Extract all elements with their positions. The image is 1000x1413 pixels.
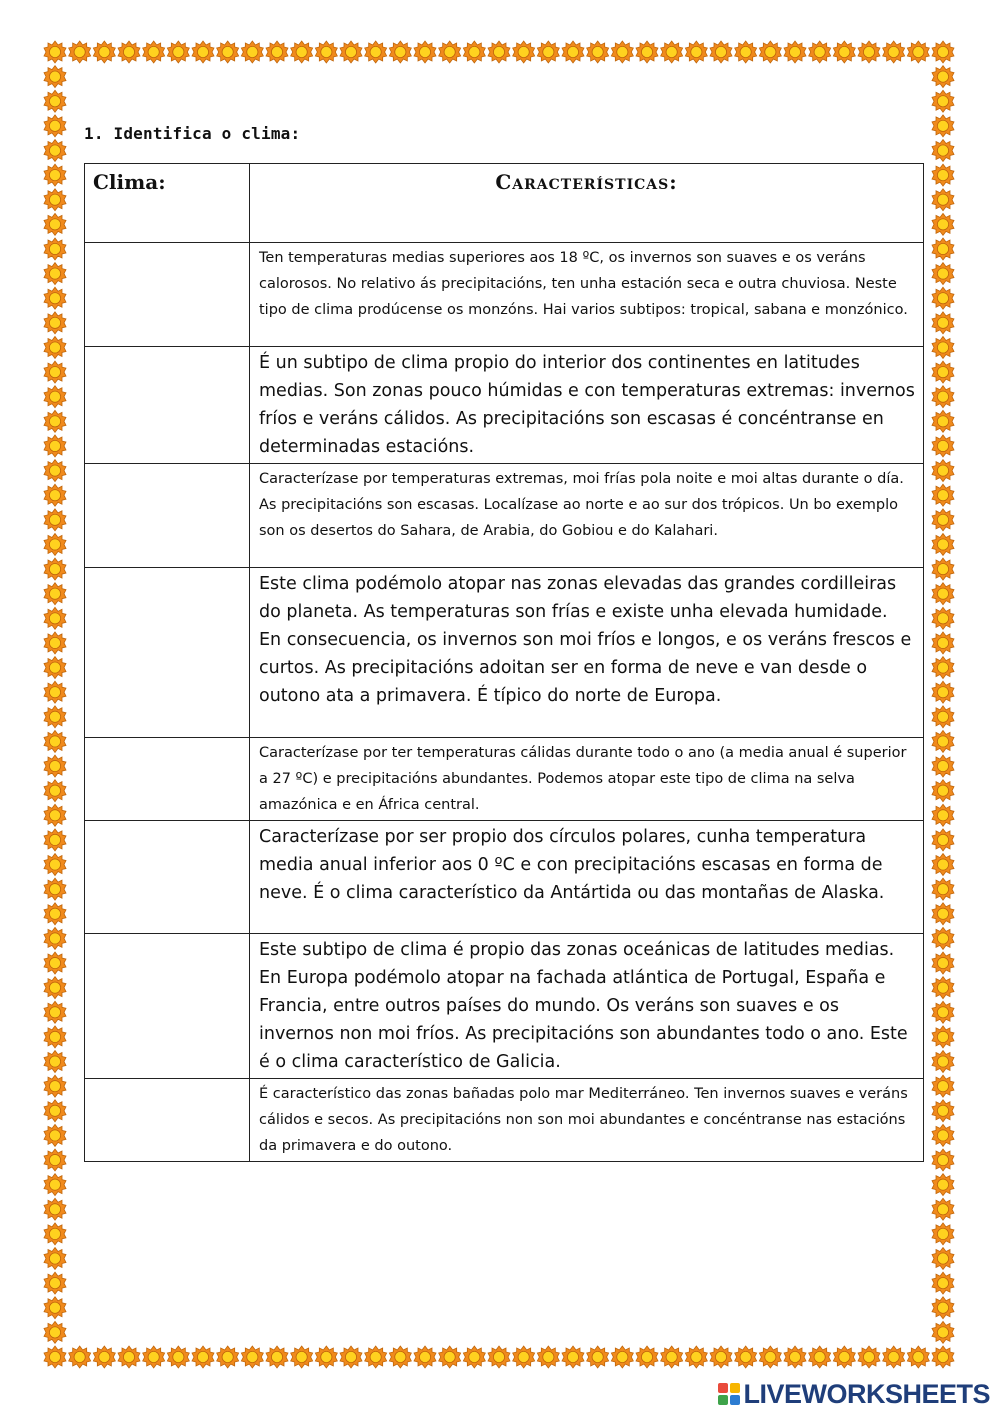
- sun-icon: [636, 41, 658, 63]
- sun-icon: [266, 1346, 288, 1368]
- sun-icon: [562, 41, 584, 63]
- sun-icon: [241, 41, 263, 63]
- sun-icon: [932, 730, 954, 752]
- header-caracteristicas: Características:: [250, 164, 924, 243]
- liveworksheets-logo: [718, 1379, 990, 1409]
- sun-icon: [932, 1346, 954, 1368]
- sun-icon: [44, 509, 66, 531]
- sun-icon: [414, 41, 436, 63]
- header-clima: Clima:: [85, 164, 250, 243]
- sun-icon: [932, 509, 954, 531]
- sun-icon: [932, 115, 954, 137]
- sun-icon: [44, 730, 66, 752]
- table-row: [85, 738, 924, 821]
- sun-icon: [44, 312, 66, 334]
- sun-icon: [883, 1346, 905, 1368]
- sun-icon: [685, 1346, 707, 1368]
- sun-icon: [44, 854, 66, 876]
- description-cell-1: Ten temperaturas medias superiores aos 18 ºC, os invernos son suaves e os veráns calorosos. No relativo ás precipitacións, ten unha estación seca e outra chuviosa. Neste tipo de clima prodúcense os monzóns. Hai varios subtipos: tropical, sabana e monzónico.: [250, 243, 924, 347]
- description-cell-6: Caracterízase por ser propio dos círculos polares, cunha temperatura media anual inferior aos 0 ºC e con precipitacións escasas en forma de neve. É o clima característico da Antártida ou das montañas de Alaska.: [250, 821, 924, 934]
- sun-icon: [932, 238, 954, 260]
- sun-icon: [143, 41, 165, 63]
- sun-icon: [932, 460, 954, 482]
- sun-icon: [537, 41, 559, 63]
- sun-icon: [932, 1149, 954, 1171]
- sun-icon: [759, 1346, 781, 1368]
- sun-icon: [587, 1346, 609, 1368]
- sun-icon: [44, 878, 66, 900]
- sun-icon: [217, 1346, 239, 1368]
- sun-icon: [587, 41, 609, 63]
- sun-icon: [291, 41, 313, 63]
- sun-icon: [192, 41, 214, 63]
- sun-icon: [44, 41, 66, 63]
- sun-icon: [833, 1346, 855, 1368]
- sun-icon: [44, 533, 66, 555]
- sun-icon: [932, 361, 954, 383]
- sun-icon: [44, 263, 66, 285]
- table-row: [85, 464, 924, 568]
- clima-answer-cell-2[interactable]: [85, 347, 250, 464]
- sun-icon: [932, 1223, 954, 1245]
- sun-icon: [932, 1075, 954, 1097]
- sun-icon: [44, 1001, 66, 1023]
- sun-icon: [932, 90, 954, 112]
- sun-icon: [932, 336, 954, 358]
- sun-icon: [44, 139, 66, 161]
- clima-answer-cell-3[interactable]: [85, 464, 250, 568]
- sun-icon: [932, 263, 954, 285]
- sun-icon: [44, 583, 66, 605]
- sun-icon: [44, 1223, 66, 1245]
- sun-icon: [784, 41, 806, 63]
- sun-icon: [932, 952, 954, 974]
- sun-icon: [340, 1346, 362, 1368]
- sun-icon: [883, 41, 905, 63]
- sun-icon: [69, 41, 91, 63]
- sun-icon: [932, 1248, 954, 1270]
- sun-icon: [44, 681, 66, 703]
- sun-icon: [340, 41, 362, 63]
- table-row: [85, 243, 924, 347]
- sun-icon: [463, 1346, 485, 1368]
- sun-icon: [907, 1346, 929, 1368]
- sun-icon: [44, 435, 66, 457]
- table-row: [85, 568, 924, 738]
- sun-icon: [44, 1100, 66, 1122]
- sun-icon: [809, 1346, 831, 1368]
- sun-icon: [932, 878, 954, 900]
- sun-icon: [611, 41, 633, 63]
- sun-icon: [44, 1321, 66, 1343]
- sun-icon: [44, 1198, 66, 1220]
- sun-icon: [932, 533, 954, 555]
- sun-icon: [537, 1346, 559, 1368]
- sun-icon: [932, 755, 954, 777]
- liveworksheets-mark-icon: [718, 1383, 740, 1405]
- sun-icon: [513, 1346, 535, 1368]
- sun-icon: [932, 583, 954, 605]
- sun-icon: [636, 1346, 658, 1368]
- sun-icon: [44, 1174, 66, 1196]
- description-cell-5: Caracterízase por ter temperaturas cálidas durante todo o ano (a media anual é superior a 27 ºC) e precipitacións abundantes. Podemos atopar este tipo de clima na selva amazónica e en África central.: [250, 738, 924, 821]
- sun-icon: [44, 927, 66, 949]
- description-cell-2: É un subtipo de clima propio do interior dos continentes en latitudes medias. Son zonas pouco húmidas e con temperaturas extremas: invernos fríos e veráns cálidos. As precipitacións son escasas é concéntranse en determinadas estacións.: [250, 347, 924, 464]
- sun-icon: [907, 41, 929, 63]
- sun-icon: [858, 41, 880, 63]
- sun-icon: [44, 213, 66, 235]
- sun-icon: [241, 1346, 263, 1368]
- sun-icon: [44, 1272, 66, 1294]
- sun-icon: [365, 41, 387, 63]
- sun-icon: [217, 41, 239, 63]
- clima-answer-cell-5[interactable]: [85, 738, 250, 821]
- table-row: [85, 934, 924, 1079]
- sun-icon: [809, 41, 831, 63]
- sun-icon: [932, 1297, 954, 1319]
- sun-icon: [44, 1248, 66, 1270]
- sun-icon: [932, 558, 954, 580]
- sun-icon: [389, 41, 411, 63]
- sun-icon: [439, 41, 461, 63]
- sun-icon: [44, 460, 66, 482]
- description-cell-7: Este subtipo de clima é propio das zonas oceánicas de latitudes medias. En Europa podémolo atopar na fachada atlántica de Portugal, España e Francia, entre outros países do mundo. Os veráns son suaves e os invernos non moi fríos. As precipitacións son abundantes todo o ano. Este é o clima característico de Galicia.: [250, 934, 924, 1079]
- sun-icon: [291, 1346, 313, 1368]
- sun-icon: [414, 1346, 436, 1368]
- sun-icon: [167, 41, 189, 63]
- sun-icon: [365, 1346, 387, 1368]
- sun-icon: [932, 1272, 954, 1294]
- sun-icon: [932, 903, 954, 925]
- sun-icon: [266, 41, 288, 63]
- sun-icon: [932, 829, 954, 851]
- clima-answer-cell-8[interactable]: [85, 1079, 250, 1162]
- liveworksheets-brand: LIVEWORKSHEETS: [743, 1378, 990, 1409]
- sun-icon: [44, 1149, 66, 1171]
- sun-icon: [93, 1346, 115, 1368]
- table-row: [85, 821, 924, 934]
- sun-icon: [44, 1297, 66, 1319]
- sun-icon: [932, 386, 954, 408]
- description-cell-3: Caracterízase por temperaturas extremas, moi frías pola noite e moi altas durante o día. As precipitacións son escasas. Localízase ao norte e ao sur dos trópicos. Un bo exemplo son os desertos do Sahara, de Arabia, do Gobiou e do Kalahari.: [250, 464, 924, 568]
- sun-icon: [932, 1124, 954, 1146]
- sun-icon: [44, 336, 66, 358]
- clima-answer-cell-6[interactable]: [85, 821, 250, 934]
- sun-icon: [44, 164, 66, 186]
- sun-icon: [44, 607, 66, 629]
- sun-icon: [118, 41, 140, 63]
- sun-icon: [833, 41, 855, 63]
- sun-icon: [710, 1346, 732, 1368]
- sun-icon: [44, 706, 66, 728]
- sun-icon: [661, 41, 683, 63]
- sun-icon: [463, 41, 485, 63]
- sun-icon: [932, 213, 954, 235]
- clima-answer-cell-4[interactable]: [85, 568, 250, 738]
- sun-icon: [611, 1346, 633, 1368]
- sun-icon: [439, 1346, 461, 1368]
- description-cell-4: Este clima podémolo atopar nas zonas elevadas das grandes cordilleiras do planeta. As temperaturas son frías e existe unha elevada humidade. En consecuencia, os invernos son moi fríos e longos, e os veráns frescos e curtos. As precipitacións adoitan ser en forma de neve e van desde o outono ata a primavera. É típico do norte de Europa.: [250, 568, 924, 738]
- sun-icon: [759, 41, 781, 63]
- climate-table: [84, 163, 924, 1162]
- sun-icon: [932, 164, 954, 186]
- sun-icon: [44, 1346, 66, 1368]
- sun-icon: [44, 238, 66, 260]
- table-header-row: [85, 164, 924, 243]
- sun-icon: [932, 484, 954, 506]
- sun-icon: [932, 287, 954, 309]
- sun-icon: [118, 1346, 140, 1368]
- sun-icon: [513, 41, 535, 63]
- sun-icon: [932, 977, 954, 999]
- sun-icon: [44, 977, 66, 999]
- sun-icon: [932, 1198, 954, 1220]
- sun-icon: [932, 66, 954, 88]
- sun-icon: [932, 607, 954, 629]
- sun-icon: [932, 780, 954, 802]
- sun-icon: [44, 66, 66, 88]
- sun-icon: [735, 41, 757, 63]
- sun-icon: [44, 361, 66, 383]
- sun-icon: [932, 1174, 954, 1196]
- sun-icon: [932, 854, 954, 876]
- sun-icon: [44, 1124, 66, 1146]
- sun-icon: [661, 1346, 683, 1368]
- sun-icon: [44, 386, 66, 408]
- sun-icon: [44, 115, 66, 137]
- sun-icon: [685, 41, 707, 63]
- sun-icon: [932, 804, 954, 826]
- table-row: [85, 347, 924, 464]
- sun-icon: [488, 41, 510, 63]
- sun-icon: [932, 410, 954, 432]
- sun-icon: [167, 1346, 189, 1368]
- sun-icon: [932, 1051, 954, 1073]
- sun-icon: [932, 657, 954, 679]
- sun-icon: [315, 41, 337, 63]
- sun-icon: [44, 90, 66, 112]
- sun-icon: [44, 1051, 66, 1073]
- sun-icon: [44, 558, 66, 580]
- sun-icon: [932, 632, 954, 654]
- sun-icon: [44, 632, 66, 654]
- sun-icon: [932, 41, 954, 63]
- sun-icon: [44, 780, 66, 802]
- sun-icon: [389, 1346, 411, 1368]
- sun-icon: [143, 1346, 165, 1368]
- sun-icon: [932, 927, 954, 949]
- sun-icon: [932, 1026, 954, 1048]
- description-cell-8: É característico das zonas bañadas polo mar Mediterráneo. Ten invernos suaves e veráns cálidos e secos. As precipitacións non son moi abundantes e concéntranse nas estacións da primavera e do outono.: [250, 1079, 924, 1162]
- sun-icon: [932, 139, 954, 161]
- sun-icon: [932, 1100, 954, 1122]
- sun-icon: [932, 1321, 954, 1343]
- sun-icon: [932, 435, 954, 457]
- sun-icon: [784, 1346, 806, 1368]
- clima-answer-cell-1[interactable]: [85, 243, 250, 347]
- sun-icon: [488, 1346, 510, 1368]
- sun-icon: [44, 903, 66, 925]
- sun-icon: [932, 681, 954, 703]
- sun-icon: [69, 1346, 91, 1368]
- sun-icon: [44, 755, 66, 777]
- sun-icon: [44, 287, 66, 309]
- sun-icon: [932, 706, 954, 728]
- sun-icon: [44, 1075, 66, 1097]
- sun-icon: [44, 1026, 66, 1048]
- sun-icon: [932, 312, 954, 334]
- sun-icon: [192, 1346, 214, 1368]
- sun-icon: [44, 804, 66, 826]
- sun-icon: [44, 657, 66, 679]
- sun-icon: [44, 410, 66, 432]
- sun-icon: [858, 1346, 880, 1368]
- table-row: [85, 1079, 924, 1162]
- sun-icon: [93, 41, 115, 63]
- exercise-heading: 1. Identifica o clima:: [84, 124, 301, 143]
- sun-icon: [44, 829, 66, 851]
- sun-icon: [315, 1346, 337, 1368]
- sun-icon: [735, 1346, 757, 1368]
- sun-icon: [710, 41, 732, 63]
- clima-answer-cell-7[interactable]: [85, 934, 250, 1079]
- sun-icon: [44, 484, 66, 506]
- sun-icon: [932, 189, 954, 211]
- sun-icon: [562, 1346, 584, 1368]
- sun-icon: [44, 952, 66, 974]
- sun-icon: [44, 189, 66, 211]
- sun-icon: [932, 1001, 954, 1023]
